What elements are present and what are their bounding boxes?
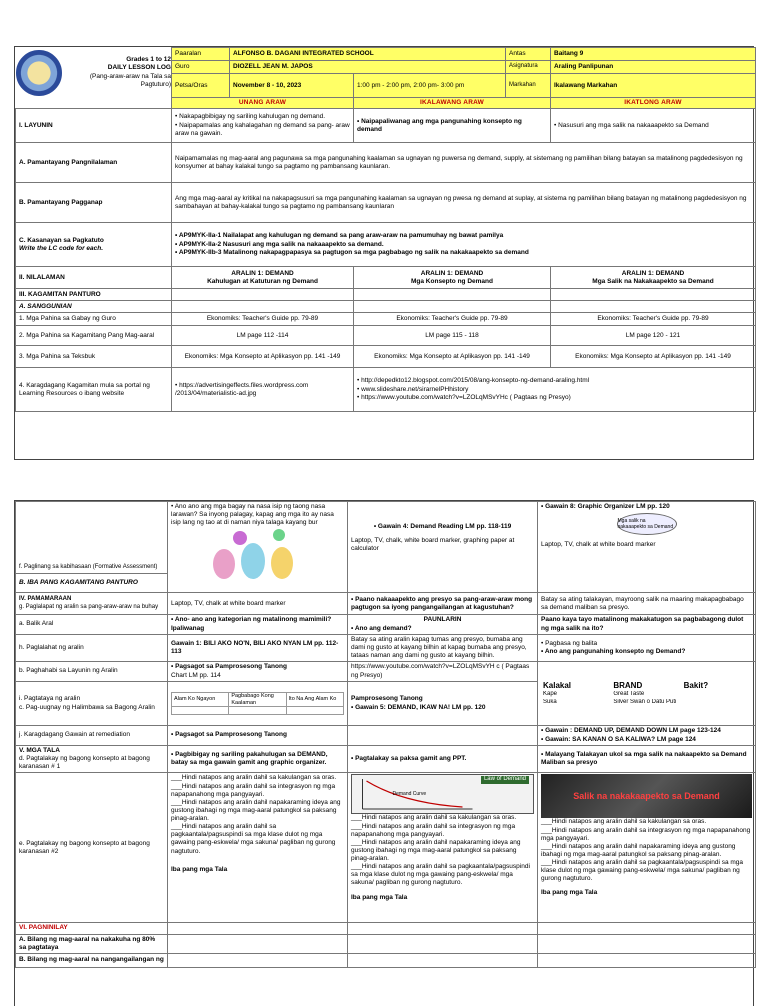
p2-d2-pamprosesong-cell (348, 682, 538, 726)
p2-d1-hindi2: ___Hindi natapos ang aralin dahil sa integrasyon ng mga napapanahong mga pangyayari. (171, 782, 336, 798)
nilalaman-day3 (551, 267, 756, 289)
day2-header: IKALAWANG ARAW (354, 98, 551, 109)
p2-d2-iba-pang-tala: Iba pang mga Tala (351, 893, 408, 901)
teksbuk-day2: Ekonomiks: Mga Konsepto at Aplikasyon pp. 141 -149 (354, 346, 551, 368)
p2-d2-paano: • Paano nakaaapekto ang presyo sa pang-araw-araw mong pagtugon sa iyong pangangailangan at kagustuhan? (348, 593, 538, 615)
guro-label: Guro (172, 61, 230, 74)
petsa-label: Petsa/Oras (172, 74, 230, 98)
karagdagang-label: 4. Karagdagang Kagamitan mula sa portal ng Learning Resources o ibang website (16, 368, 172, 412)
p2-d2-top-cell (348, 502, 538, 593)
p2-d1-pagbibigay: • Pagbibigay ng sariling pakahulugan sa DEMAND, batay sa mga gawain gamit ang graphic organizer. (168, 746, 348, 773)
p2-d3-hindi3: ___Hindi natapos ang aralin dahil napakaraming ideya ang gustong ibahagi ng mga mag-aaral patungkol sa paksang pinag-aralan. (541, 842, 736, 858)
p2-d2-gawain4: • Gawain 4: Demand Reading LM pp. 118-119 (373, 523, 512, 530)
p2-d1-notes (168, 773, 348, 923)
karagdagang-day1: • https://advertisingeffects.files.wordpress.com /2013/04/materialistic-ad.jpg (172, 368, 354, 412)
brand-header: Bakit? (683, 681, 709, 690)
kagamitang-day1: LM page 112 -114 (172, 326, 354, 346)
p2-d2-batay: Batay sa ating aralin kapag tumas ang presyo, bumaba ang dami ng gusto at kayang bilhin at kapag bumaba ang presyo, tataas naman ang dami ng gusto at kayang bilhin. (348, 634, 538, 661)
guro-value: DIOZELL JEAN M. JAPOS (230, 61, 506, 74)
doc-title: DAILY LESSON LOG (107, 64, 171, 72)
dll-table-1 (15, 47, 756, 412)
brand-cell: Silver Swan o Datu Puti (613, 698, 677, 705)
nilalaman-day2 (354, 267, 551, 289)
day3-header: IKATLONG ARAW (551, 98, 756, 109)
p2-d3-hindi4: ___Hindi natapos ang aralin dahil sa pagkaantala/pagsuspindi sa mga klase dulot ng mga gawaing pang-eskwela/ mga sakuna/ pagliban ng gurong nagtuturo. (541, 859, 744, 883)
p2-d3-pagbasa: • Pagbasa ng balita (541, 639, 598, 647)
p2-d2-hindi1: ___Hindi natapos ang aralin dahil sa kakulangan sa oras. (351, 814, 517, 822)
p2-d2-panuto-cell (348, 615, 538, 634)
p2-d3-malayang: • Malayang Talakayan ukol sa mga salik na nakaapekto sa Demand Maliban sa presyo (538, 746, 756, 773)
kasanayan-item: • AP9MYK-IIa-1 Nailalapat ang kahulugan ng demand sa pang araw-araw na pamumuhay ng bawat pamilya (175, 232, 504, 240)
markahan-label: Markahan (506, 74, 551, 98)
pamamaraan-label (16, 593, 168, 615)
teksbuk-day3: Ekonomiks: Mga Konsepto at Aplikasyon pp. 141 -149 (551, 346, 756, 368)
graphic-organizer-diagram: Mga salik na nakaaapekto sa Demand (617, 513, 677, 535)
p2-d2-hindi4: ___Hindi natapos ang aralin dahil sa pagkaantala/pagsuspindi sa mga klase dulot ng mga gawaing pang-eskwela/ mga sakuna/ pagliban ng gurong nagtuturo. (351, 863, 530, 887)
nilalaman-day2-sub: Mga Konsepto ng Demand (411, 277, 493, 285)
kids-illustration-icon (203, 529, 313, 589)
layunin-label: I. LAYUNIN (16, 109, 172, 143)
dll-page-2 (14, 500, 754, 1006)
salik-slide-image: Salik na nakakaapekto sa Demand (541, 774, 752, 818)
p2-d3-laptop: Laptop, TV, chalk at white board marker (541, 541, 656, 549)
p2-d3-batay: Batay sa ating talakayan, mayroong salik na maaring makapagbabago sa demand maliban sa presyo. (538, 593, 756, 615)
p2-d1-hindi1: ___Hindi natapos ang aralin dahil sa kakulangan sa oras. (171, 774, 337, 782)
p2-d2-link: https://www.youtube.com/watch?v=LZOLqMSvYH c ( Pagtaas ng Presyo) (348, 662, 538, 682)
p2-d2-demand-q: • Ano ang demand? (351, 624, 412, 632)
gabay-label: 1. Mga Pahina sa Gabay ng Guro (16, 313, 172, 326)
gabay-day1: Ekonomiks: Teacher's Guide pp. 79-89 (172, 313, 354, 326)
karagdagang-gawain-label: j. Karagdagang Gawain at remediation (16, 726, 168, 746)
pagganap-text: Ang mga mag-aaral ay kritikal na nakapagsusuri sa mga pangunahing kaalaman sa ugnayan ng pwesa ng demand at suplay, at sistema ng pamilihan bilang batayan ng matalinong pagdedesisyon ng sambahayan at bahay-kalakal tungo sa pagtamo ng pambansang kaunlaran (172, 183, 756, 223)
nilalaman-day2-title: ARALIN 1: DEMAND (420, 269, 484, 277)
kagamitan-label: III. KAGAMITAN PANTURO (16, 289, 172, 301)
paglalahat-label: h. Paglalahat ng aralin (16, 634, 168, 661)
kagamitang-day3: LM page 120 - 121 (551, 326, 756, 346)
nilalaman-label: II. NILALAMAN (16, 267, 172, 289)
nilalaman-day1-title: ARALIN 1: DEMAND (231, 269, 294, 277)
kasanayan-label: C. Kasanayan sa Pagkatuto (19, 236, 104, 244)
doc-subtitle: (Pang-araw-araw na Tala sa Pagtuturo) (89, 72, 171, 88)
brand-table (541, 681, 752, 706)
p2-d1-pagsagot-cell (168, 662, 348, 682)
kagamitang-label: 2. Mga Pahina sa Kagamitang Pang Mag-aaral (16, 326, 172, 346)
mga-tala-cell (16, 746, 168, 773)
nilalaman-day3-title: ARALIN 1: DEMAND (621, 269, 685, 277)
day1-header: UNANG ARAW (172, 98, 354, 109)
p2-d1-pagsagot-2: • Pagsagot sa Pamprosesong Tanong (168, 726, 348, 746)
pagganap-label: B. Pamantayang Pagganap (16, 183, 172, 223)
nilalaman-day1 (172, 267, 354, 289)
pamamaraan-title: IV. PAMAMARAAN (19, 596, 72, 603)
brand-cell: Great Taste (613, 691, 645, 697)
p2-d3-gawain-kaliwat: • Gawain: SA KANAN O SA KALIWA? LM page 124 (541, 735, 696, 743)
p2-d1-hindi4: ___Hindi natapos ang aralin dahil sa pagkaantala/pagsuspindi sa mga klase dulot ng mga gawaing pang-eskwela/ mga sakuna/ pagliban ng gurong nagtuturo. (171, 823, 336, 855)
antas-label: Antas (506, 48, 551, 61)
kwl-mini-table (171, 692, 344, 716)
p2-d3-hindi2: ___Hindi natapos ang aralin dahil sa integrasyon ng mga napapanahong mga pangyayari. (541, 826, 751, 842)
p2-d2-laptop: Laptop, TV, chalk, white board marker, graphing paper at calculator (351, 537, 515, 553)
dll-page-1 (14, 46, 754, 460)
p2-d1-intro-cell (168, 502, 348, 593)
kwl-header: Ito Na Ang Alam Ko (286, 692, 343, 707)
asignatura-value: Araling Panlipunan (551, 61, 756, 74)
brand-header: Kalakal (543, 681, 572, 690)
p2-d2-pagtalakay: • Pagtalakay sa paksa gamit ang PPT. (348, 746, 538, 773)
p2-d3-gawain8: • Gawain 8: Graphic Organizer LM pp. 120 (541, 503, 670, 510)
brand-cell: Kape (543, 691, 558, 697)
paglalapat-label: g. Paglalapat ng aralin sa pang-araw-araw na buhay (19, 603, 159, 610)
pangnilalaman-text: Naipamamalas ng mag-aaral ang pagunawa sa mga pangunahing kaalaman sa ugnayan ng puwersa ng demand, supply, at sistemang ng pamilihan bilang batayan sa matalinong pagdedesisyon ng konsyumer at bahay kalakal tungo sa pagtamo ng pambansang kaunlaran. (172, 143, 756, 183)
p2-d1-gawain1: Gawain 1: BILI AKO NO'N, BILI AKO NYAN LM pp. 112-113 (168, 634, 348, 661)
p2-d3-notes (538, 773, 756, 923)
petsa-value: November 8 - 10, 2023 (230, 74, 354, 98)
paaralan-label: Paaralan (172, 48, 230, 61)
kasanayan-item: • AP9MYK-IIb-3 Matalinong nakapagpapasya sa pagtugon sa mga pagbabago ng salik na nakakaapekto sa demand (175, 248, 529, 256)
brand-cell: Suka (543, 698, 557, 705)
iba-pang-label: B. IBA PANG KAGAMITANG PANTURO (16, 573, 168, 593)
balik-aral-label: a. Balik Aral (16, 615, 168, 634)
law-of-demand-chart (351, 774, 534, 814)
p2-d3-iba-pang-tala: Iba pang mga Tala (541, 889, 598, 897)
kagamitang-day2: LM page 115 - 118 (354, 326, 551, 346)
nilalaman-day3-sub: Mga Salik na Nakakaapekto sa Demand (592, 277, 714, 285)
layunin-day1: • Nakapagbibigay ng sariling kahulugan ng demand. • Naipapamalas ang kahalagahan ng demand sa pang- araw araw na gawain. (172, 109, 354, 143)
p2-d2-gawain5: • Gawain 5: DEMAND, IKAW NA! LM pp. 120 (351, 703, 486, 711)
teksbuk-day1: Ekonomiks: Mga Konsepto at Aplikasyon pp. 141 -149 (172, 346, 354, 368)
kasanayan-sublabel: Write the LC code for each. (19, 244, 104, 252)
pagninilay-label: VI. PAGNINILAY (16, 923, 168, 934)
p2-d1-intro: • Ano ano ang mga bagay na nasa isip ng taong nasa larawan? Sa inyong palagay, kapag ang mga ito ay nasa isip lang ng tao at di naman niya talaga kayang bur (171, 503, 334, 527)
antas-value: Baitang 9 (551, 48, 756, 61)
karagdagang-day2: • http://depedkto12.blogspot.com/2015/08/ang-konsepto-ng-demand-araling.html • www.slideshare.net/sirarnelPHhistory • https://www.youtube.com/watch?v=LZOLqMSvYHc ( Pagtaas ng Presyo) (354, 368, 756, 412)
p2-d1-laptop: Laptop, TV, chalk at white board marker (168, 593, 348, 615)
school-grades-label: Grades 1 to 12 (126, 56, 171, 64)
p2-d3-hindi1: ___Hindi natapos ang aralin dahil sa kakulangan sa oras. (541, 818, 707, 826)
kasanayan-label-cell (16, 223, 172, 267)
pangnilalaman-label: A. Pamantayang Pangnilalaman (16, 143, 172, 183)
oras-value: 1:00 pm - 2:00 pm, 2:00 pm- 3:00 pm (354, 74, 506, 98)
p2-d1-q1: • Ano- ano ang kategorian ng matalinong mamimili? Ipaliwanag (168, 615, 348, 634)
markahan-value: Ikalawang Markahan (551, 74, 756, 98)
kwl-header: Pagbabago Kong Kaalaman (229, 692, 286, 707)
p2-d3-pagbasa-cell (538, 634, 756, 661)
p2-d3-pangunahing: • Ano ang pangunahing konsepto ng Demand? (541, 647, 686, 655)
header-logo-cell (16, 48, 172, 98)
p2-d1-iba-pang-tala: Iba pang mga Tala (171, 865, 228, 873)
p2-d2-hindi2: ___Hindi natapos ang aralin dahil sa integrasyon ng mga napapanahong mga pangyayari. (351, 822, 516, 838)
p2-d3-top-cell (538, 502, 756, 593)
deped-seal-icon (16, 50, 62, 96)
p2-d2-notes (348, 773, 538, 923)
sanggunian-label: A. SANGGUNIAN (16, 301, 172, 313)
pagtataya-label: i. Pagtataya ng aralin (19, 695, 81, 703)
layunin-day3: • Nasusuri ang mga salik na nakaaapekto sa Demand (551, 109, 756, 143)
brand-header: BRAND (613, 681, 643, 690)
gabay-day2: Ekonomiks: Teacher's Guide pp. 79-89 (354, 313, 551, 326)
p2-d1-pagsagot: • Pagsagot sa Pamprosesong Tanong (171, 663, 287, 671)
paghahabi-label: b. Paghahabi sa Layunin ng Aralin (16, 662, 168, 682)
mga-tala-label: V. MGA TALA (19, 747, 60, 754)
layunin-day2: • Naipapaliwanag ang mga pangunahing konsepto ng demand (354, 109, 551, 143)
p2-d2-pamprosesong: Pamprosesong Tanong (351, 695, 423, 703)
p2-d2-panuto: PAUNLARIN (423, 616, 462, 624)
bagong-konsepto2-label: e. Pagtalakay ng bagong konsepto at bagong karanasan #2 (16, 773, 168, 923)
kwl-header: Alam Ko Ngayon (172, 692, 229, 707)
p2-d3-paano: Paano kaya tayo matalinong makakatugon sa pagbabagong dulot ng mga salik na ito? (538, 615, 756, 634)
p2-d1-chart: Chart LM pp. 114 (171, 671, 221, 679)
bilang-remed-label: B. Bilang ng mag-aaral na nangangailangan ng (16, 953, 168, 967)
p2-d3-gawain-demand: • Gawain : DEMAND UP, DEMAND DOWN LM page 123-124 (541, 727, 721, 735)
p2-d3-brands-cell (538, 662, 756, 726)
bilang80-label: A. Bilang ng mag-aaral na nakakuha ng 80% sa pagtataya (16, 934, 168, 953)
gabay-day3: Ekonomiks: Teacher's Guide pp. 79-89 (551, 313, 756, 326)
p2-d2-hindi3: ___Hindi natapos ang aralin dahil napakaraming ideya ang gustong ibahagi ng mga mag-aaral patungkol sa paksang pinag-aralan. (351, 838, 521, 862)
teksbuk-label: 3. Mga Pahina sa Teksbuk (16, 346, 172, 368)
p2-d1-hindi3: ___Hindi natapos ang aralin dahil napakaraming ideya ang gustong ibahagi ng mga mag-aaral patungkol sa paksang pinag-aralan. (171, 798, 341, 822)
paglinang-label: f. Paglinang sa kabihasaan (Formative Assessment) (16, 502, 168, 574)
nilalaman-day1-sub: Kahulugan at Katuturan ng Demand (207, 277, 318, 285)
p2-d3-gawain-cell (538, 726, 756, 746)
law-of-demand-title: Law of Demand (481, 776, 529, 784)
demand-curve-label: Demand Curve (392, 791, 427, 798)
kasanayan-item: • AP9MYK-IIa-2 Nasusuri ang mga salik na nakaaapekto sa demand. (175, 240, 384, 248)
kasanayan-list (172, 223, 756, 267)
paaralan-value: ALFONSO B. DAGANI INTEGRATED SCHOOL (230, 48, 506, 61)
pag-uugnay-label: c. Pag-uugnay ng Halimbawa sa Bagong Aralin (19, 703, 155, 711)
p2-d1-mini-table-cell (168, 682, 348, 726)
bagong-konsepto1-label: d. Pagtalakay ng bagong konsepto at bagong karanasan # 1 (19, 755, 150, 771)
asignatura-label: Asignatura (506, 61, 551, 74)
dll-table-2 (15, 501, 756, 968)
pagtataya-cell (16, 682, 168, 726)
